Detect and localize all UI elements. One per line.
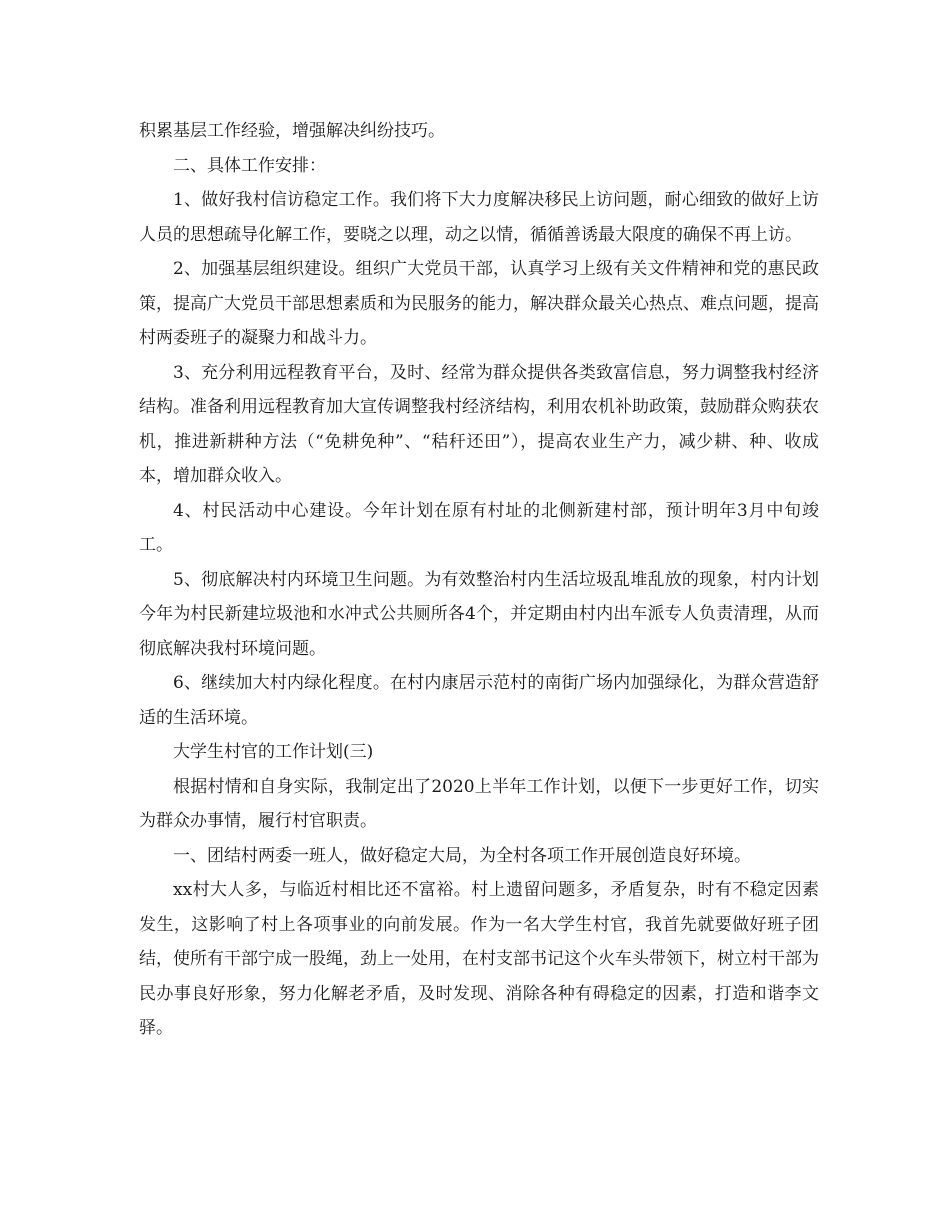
section-title-plan-three: 大学生村官的工作计划(三): [173, 742, 374, 762]
paragraph-village-situation: xx村大人多，与临近村相比还不富裕。村上遗留问题多，矛盾复杂，时有不稳定因素发生，这影响了村上各项事业的向前发展。作为一名大学生村官，我首先就要做好班子团结，使所有干部宁成一股绳，劲上一处用，在村支部书记这个火车头带领下，树立村干部为民办事良好形象，努力化解老矛盾，及时发现、消除各种有碍稳定的因素，打造和谐李文驿。: [139, 880, 819, 1038]
paragraph-item-5: 5、彻底解决村内环境卫生问题。为有效整治村内生活垃圾乱堆乱放的现象，村内计划今年为村民新建垃圾池和水冲式公共厕所各4个，并定期由村内出车派专人负责清理，从而彻底解决我村环境问题。: [139, 569, 819, 659]
section-heading-work-arrangement: 二、具体工作安排：: [173, 155, 326, 176]
paragraph-item-4: 4、村民活动中心建设。今年计划在原有村址的北侧新建村部，预计明年3月中旬竣工。: [139, 500, 819, 555]
document-body: [139, 114, 819, 1046]
paragraph-item-2: 2、加强基层组织建设。组织广大党员干部，认真学习上级有关文件精神和党的惠民政策，提高广大党员干部思想素质和为民服务的能力，解决群众最关心热点、难点问题，提高村两委班子的凝聚力和战斗力。: [139, 259, 819, 348]
paragraph-item-1: 1、做好我村信访稳定工作。我们将下大力度解决移民上访问题，耐心细致的做好上访人员的思想疏导化解工作，要晓之以理，动之以情，循循善诱最大限度的确保不再上访。: [139, 190, 819, 245]
paragraph-item-3: 3、充分利用远程教育平台，及时、经常为群众提供各类致富信息，努力调整我村经济结构。准备利用远程教育加大宣传调整我村经济结构，利用农机补助政策，鼓励群众购获农机，推进新耕种方法（“免耕免种”、“秸秆还田”），提高农业生产力，减少耕、种、收成本，增加群众收入。: [139, 362, 819, 486]
paragraph-item-6: 6、继续加大村内绿化程度。在村内康居示范村的南街广场内加强绿化，为群众营造舒适的生活环境。: [139, 673, 819, 728]
paragraph-intro: 根据村情和自身实际，我制定出了2020上半年工作计划，以便下一步更好工作，切实为群众办事情，履行村官职责。: [139, 776, 819, 831]
paragraph-continuation: 积累基层工作经验，增强解决纠纷技巧。: [139, 121, 445, 141]
section-heading-unity: 一、团结村两委一班人，做好稳定大局，为全村各项工作开展创造良好环境。: [173, 845, 751, 866]
